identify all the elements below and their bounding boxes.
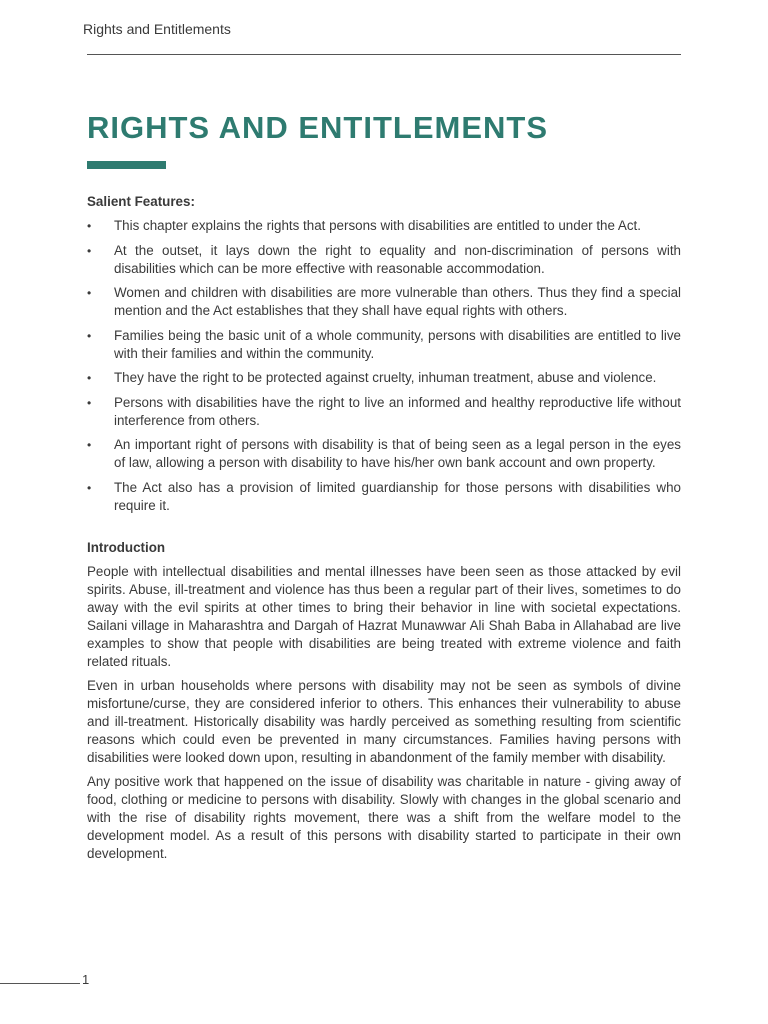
- introduction-paragraph: Any positive work that happened on the issue of disability was charitable in nature - giving away of food, clothing or medicine to persons with disability. Slowly with changes in the global scenario and with the rise of disability rights movement, there was a shift from the welfare model to the development model. As a result of this persons with disability started to participate in their own development.: [87, 773, 681, 861]
- chapter-title: RIGHTS AND ENTITLEMENTS: [87, 110, 549, 145]
- salient-features-list: [87, 217, 681, 515]
- introduction-paragraph: People with intellectual disabilities and mental illnesses have been seen as those attacked by evil spirits. Abuse, ill-treatment and violence has thus been a regular part of their lives, sometimes to do away with the evil spirits at other times to bring their behavior in line with societal expectations. Sailani village in Maharashtra and Dargah of Hazrat Munawwar Ali Shah Baba in Allahabad are live examples to show that people with disabilities are being treated with extreme violence and faith related rituals.: [87, 563, 681, 669]
- introduction-heading: Introduction: [87, 539, 166, 555]
- title-accent-bar: [87, 161, 166, 169]
- bullet-icon: •: [87, 480, 92, 495]
- introduction-paragraph: Even in urban households where persons with disability may not be seen as symbols of divine misfortune/curse, they are considered inferior to others. This enhances their vulnerability to abuse and ill-treatment. Historically disability was hardly perceived as something resulting from scientific reasons which could even be prevented in many circumstances. Families having persons with disabilities were looked down upon, resulting in abandonment of the family member with disability.: [87, 677, 681, 765]
- list-item-text: Women and children with disabilities are more vulnerable than others. Thus they find a special mention and the Act establishes that they shall have equal rights with others.: [114, 285, 681, 318]
- page-content: [87, 193, 681, 869]
- list-item-text: The Act also has a provision of limited guardianship for those persons with disabilities who require it.: [114, 479, 681, 513]
- bullet-icon: •: [87, 371, 92, 385]
- bullet-icon: •: [87, 328, 92, 343]
- list-item: [87, 436, 681, 472]
- footer-divider: [0, 983, 80, 984]
- list-item: [87, 327, 681, 363]
- list-item: [87, 284, 681, 320]
- bullet-icon: •: [87, 395, 92, 410]
- bullet-icon: •: [87, 438, 92, 452]
- list-item-text: Families being the basic unit of a whole community, persons with disabilities are entitled to live with their families and within the community.: [114, 327, 681, 361]
- bullet-icon: •: [87, 219, 92, 233]
- list-item: [87, 479, 681, 515]
- bullet-icon: •: [87, 243, 92, 258]
- header-divider: [87, 54, 681, 55]
- list-item-text: This chapter explains the rights that persons with disabilities are entitled to under the Act.: [114, 218, 641, 233]
- list-item-text: An important right of persons with disability is that of being seen as a legal person in the eyes of law, allowing a person with disability to have his/her own bank account and own property.: [114, 437, 681, 470]
- running-header: Rights and Entitlements: [83, 21, 231, 37]
- bullet-icon: •: [87, 286, 92, 300]
- page-number: 1: [82, 972, 90, 987]
- list-item-text: At the outset, it lays down the right to equality and non-discrimination of persons with disabilities which can be more effective with reasonable accommodation.: [114, 242, 681, 276]
- list-item: [87, 242, 681, 278]
- list-item: [87, 394, 681, 430]
- list-item: [87, 369, 681, 387]
- list-item-text: Persons with disabilities have the right to live an informed and healthy reproductive life without interference from others.: [114, 394, 681, 428]
- list-item-text: They have the right to be protected against cruelty, inhuman treatment, abuse and violence.: [114, 370, 657, 385]
- salient-features-heading: Salient Features:: [87, 194, 195, 209]
- list-item: [87, 217, 681, 235]
